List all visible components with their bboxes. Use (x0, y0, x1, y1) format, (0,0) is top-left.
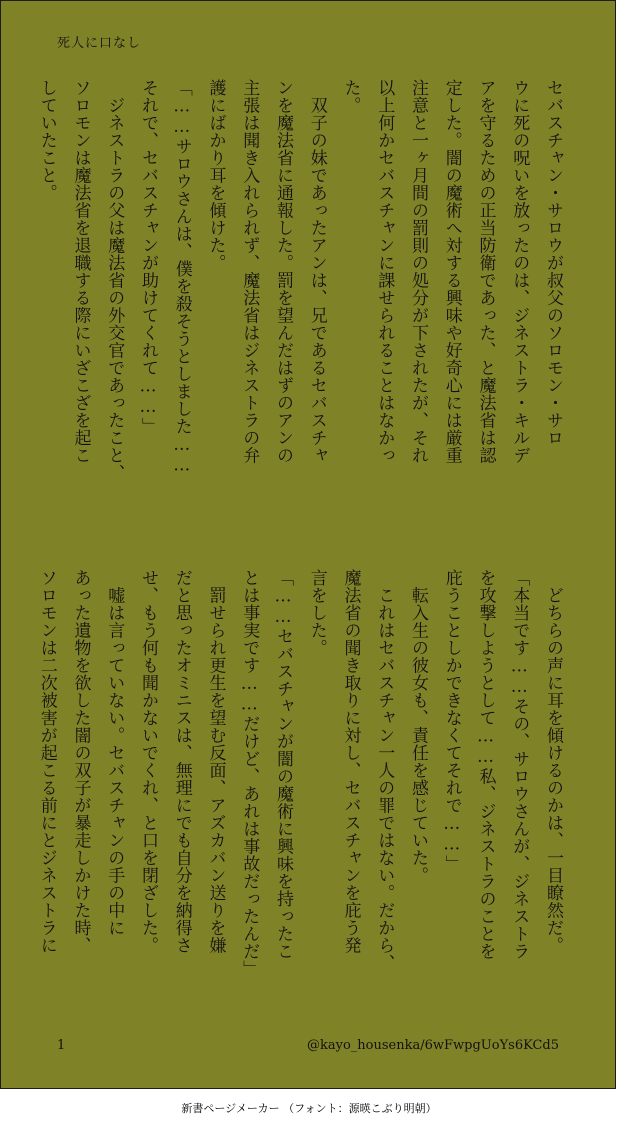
text-column: た。 (340, 79, 361, 114)
text-column: これはセバスチャン一人の罪ではない。だから、 (374, 569, 395, 972)
text-column: 「……セバスチャンが闇の魔術に興味を持ったこ (273, 569, 293, 960)
text-column: アを守るための正当防衛であった、と魔法省は認 (475, 79, 496, 464)
text-column: ソロモンは魔法省を退職する際にいざこざを起こ (70, 79, 91, 464)
text-block-bottom (31, 569, 571, 1034)
text-column: あった遺物を欲した闇の双子が暴走しかけた時、 (70, 569, 91, 954)
author-id: @kayo_housenka/6wFwpgUoYs6KCd5 (306, 1038, 559, 1053)
page-title: 死人に口なし (57, 36, 142, 51)
text-column: 魔法省の聞き取りに対し、セバスチャンを庇う発 (340, 569, 361, 954)
text-column: 護にばかり耳を傾けた。 (205, 79, 226, 272)
text-column: 以上何かセバスチャンに課せられることはなかっ (374, 79, 395, 464)
text-column: 主張は聞き入れられず、魔法省はジネストラの弁 (239, 79, 260, 464)
text-column: どちらの声に耳を傾けるのかは、一目瞭然だ。 (543, 569, 563, 954)
text-column: とは事実です……だけど、あれは事故だったんだ」 (239, 569, 260, 978)
page-number: 1 (57, 1038, 66, 1053)
text-column: ンを魔法省に通報した。罰を望んだはずのアンの (273, 79, 293, 464)
text-column: 嘘は言っていない。セバスチャンの手の中に (104, 569, 125, 937)
text-column: せ、もう何も聞かないでくれ、と口を閉ざした。 (138, 569, 158, 954)
text-column: 罰せられ更生を望む反面、アズカバン送りを嫌 (205, 569, 226, 954)
text-column: を攻撃しようとして……私、ジネストラのことを (475, 569, 496, 960)
text-column: だと思ったオミニスは、無理にでも自分を納得さ (171, 569, 192, 954)
text-column: 「……サロウさんは、僕を殺そうとしました…… (171, 79, 192, 476)
text-column: していたこと。 (36, 79, 57, 202)
text-column: セバスチャン・サロウが叔父のソロモン・サロ (543, 79, 563, 447)
app-credit: 新書ページメーカー （フォント：源暎こぶり明朝） (181, 1102, 437, 1115)
text-column: 定した。闇の魔術へ対する興味や好奇心には厳重 (441, 79, 462, 464)
text-column: それで、セバスチャンが助けてくれて……」 (138, 79, 158, 435)
text-column: 「本当です……その、サロウさんが、ジネストラ (509, 569, 530, 960)
text-block-top (31, 79, 571, 544)
text-column: ジネストラの父は魔法省の外交官であったこと、 (104, 79, 125, 482)
text-column: 双子の妹であったアンは、兄であるセバスチャ (306, 79, 327, 464)
text-column: ウに死の呪いを放ったのは、ジネストラ・キルデ (509, 79, 530, 464)
text-column: 注意と一ヶ月間の罰則の処分が下されたが、それ (408, 79, 428, 464)
text-column: 言をした。 (306, 569, 327, 657)
text-column: 庇うことしかできなくてそれで……」 (441, 569, 462, 873)
text-column: ソロモンは二次被害が起こる前にとジネストラに (36, 569, 57, 954)
text-column: 転入生の彼女も、責任を感じていた。 (408, 569, 428, 884)
